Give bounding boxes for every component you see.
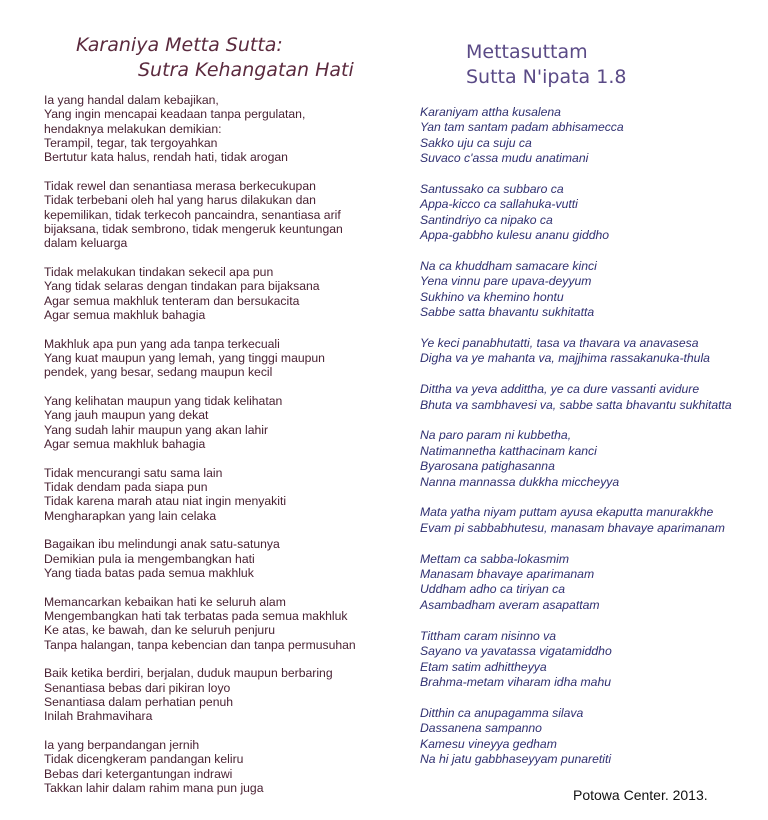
pali-verse-line: Natimannetha katthacinam kanci — [420, 443, 597, 458]
pali-verse-line: Sukhino va khemino hontu — [420, 289, 564, 304]
indonesian-verse-line: bijaksana, tidak sembrono, tidak mengeruk keuntungan — [44, 222, 343, 237]
indonesian-verse-line: Bertutur kata halus, rendah hati, tidak arogan — [44, 150, 288, 165]
indonesian-verse-line: Tidak dendam pada siapa pun — [44, 480, 208, 495]
pali-verse-line: Mettam ca sabba-lokasmim — [420, 551, 570, 566]
pali-verse-line: Na ca khuddham samacare kinci — [420, 259, 597, 274]
pali-stanza — [420, 336, 760, 367]
pali-text-column — [420, 105, 760, 783]
indonesian-verse-line: Mengharapkan yang lain celaka — [44, 508, 217, 523]
indonesian-verse-line: Tanpa halangan, tanpa kebencian dan tanpa permusuhan — [44, 637, 356, 652]
pali-stanza — [420, 428, 760, 490]
indonesian-translation-column — [44, 93, 384, 810]
indonesian-stanza — [44, 537, 384, 580]
pali-verse-line: Dassanena sampanno — [420, 721, 542, 736]
indonesian-stanza — [44, 666, 384, 723]
indonesian-verse-line: dalam keluarga — [44, 236, 128, 251]
pali-stanza — [420, 552, 760, 614]
pali-verse-line: Santussako ca subbaro ca — [420, 182, 564, 197]
indonesian-stanza — [44, 179, 384, 251]
pali-verse-line: Nanna mannassa dukkha miccheyya — [420, 474, 620, 489]
indonesian-verse-line: Terampil, tegar, tak tergoyahkan — [44, 136, 218, 151]
pali-verse-line: Appa-kicco ca sallahuka-vutti — [420, 197, 578, 212]
pali-verse-line: Yan tam santam padam abhisamecca — [420, 120, 624, 135]
indonesian-verse-line: Baik ketika berdiri, berjalan, duduk maupun berbaring — [44, 666, 333, 681]
indonesian-verse-line: Makhluk apa pun yang ada tanpa terkecuali — [44, 336, 280, 351]
indonesian-stanza — [44, 265, 384, 322]
pali-verse-line: Asambadham averam asapattam — [420, 597, 600, 612]
indonesian-verse-line: Ke atas, ke bawah, dan ke seluruh penjuru — [44, 623, 276, 638]
pali-verse-line: Karaniyam attha kusalena — [420, 105, 561, 119]
indonesian-verse-line: Tidak karena marah atau niat ingin menyakiti — [44, 494, 287, 509]
pali-verse-line: Appa-gabbho kulesu ananu giddho — [420, 228, 610, 243]
pali-verse-line: Na paro param ni kubbetha, — [420, 428, 572, 443]
pali-verse-line: Ye keci panabhutatti, tasa va thavara va anavasesa — [420, 336, 699, 351]
indonesian-stanza — [44, 738, 384, 795]
pali-verse-line: Byarosana patighasanna — [420, 459, 555, 474]
right-title-line-2: Sutta N'ipata 1.8 — [466, 66, 627, 88]
indonesian-verse-line: Yang kuat maupun yang lemah, yang tinggi maupun — [44, 351, 325, 366]
indonesian-verse-line: Ia yang handal dalam kebajikan, — [44, 93, 219, 107]
pali-stanza — [420, 259, 760, 321]
indonesian-stanza — [44, 93, 384, 165]
indonesian-verse-line: Inilah Brahmavihara — [44, 709, 153, 724]
pali-verse-line: Evam pi sabbabhutesu, manasam bhavaye aparimanam — [420, 520, 725, 535]
right-title-line-1: Mettasuttam — [466, 41, 588, 63]
left-title-line-1: Karaniya Metta Sutta: — [76, 34, 283, 56]
pali-verse-line: Ditthin ca anupagamma silava — [420, 705, 584, 720]
pali-verse-line: Sabbe satta bhavantu sukhitatta — [420, 305, 595, 320]
indonesian-verse-line: Agar semua makhluk bahagia — [44, 308, 206, 323]
pali-verse-line: Etam satim adhittheyya — [420, 659, 547, 674]
indonesian-verse-line: Tidak rewel dan senantiasa merasa berkecukupan — [44, 179, 316, 194]
pali-verse-line: Yena vinnu pare upava-deyyum — [420, 274, 592, 289]
pali-stanza — [420, 382, 760, 413]
indonesian-verse-line: pendek, yang besar, sedang maupun kecil — [44, 365, 273, 380]
pali-verse-line: Kamesu vineyya gedham — [420, 736, 557, 751]
pali-verse-line: Bhuta va sambhavesi va, sabbe satta bhavantu sukhitatta — [420, 397, 732, 412]
indonesian-verse-line: hendaknya melakukan demikian: — [44, 121, 222, 136]
indonesian-verse-line: Tidak dicengkeram pandangan keliru — [44, 752, 244, 767]
indonesian-verse-line: Takkan lahir dalam rahim mana pun juga — [44, 781, 264, 796]
indonesian-verse-line: kepemilikan, tidak terkecoh pancaindra, senantiasa arif — [44, 207, 341, 222]
pali-verse-line: Suvaco c'assa mudu anatimani — [420, 151, 589, 166]
indonesian-verse-line: Demikian pula ia mengembangkan hati — [44, 551, 255, 566]
pali-verse-line: Digha va ye mahanta va, majjhima rassakanuka-thula — [420, 351, 710, 366]
pali-verse-line: Uddham adho ca tiriyan ca — [420, 582, 565, 597]
pali-verse-line: Manasam bhavaye aparimanam — [420, 567, 595, 582]
left-title-line-2: Sutra Kehangatan Hati — [138, 59, 354, 81]
indonesian-verse-line: Ia yang berpandangan jernih — [44, 738, 200, 753]
pali-verse-line: Sakko uju ca suju ca — [420, 135, 532, 150]
pali-verse-line: Na hi jatu gabbhaseyyam punaretiti — [420, 751, 612, 766]
indonesian-verse-line: Agar semua makhluk bahagia — [44, 437, 206, 452]
indonesian-stanza — [44, 466, 384, 523]
pali-stanza — [420, 629, 760, 691]
indonesian-stanza — [44, 394, 384, 451]
indonesian-verse-line: Bagaikan ibu melindungi anak satu-satunya — [44, 537, 280, 552]
pali-stanza — [420, 105, 760, 167]
pali-stanza — [420, 706, 760, 768]
pali-verse-line: Brahma-metam viharam idha mahu — [420, 674, 612, 689]
indonesian-verse-line: Agar semua makhluk tenteram dan bersukacita — [44, 293, 300, 308]
pali-stanza — [420, 182, 760, 244]
indonesian-verse-line: Yang tiada batas pada semua makhluk — [44, 566, 254, 581]
indonesian-stanza — [44, 595, 384, 652]
indonesian-verse-line: Memancarkan kebaikan hati ke seluruh alam — [44, 594, 286, 609]
pali-verse-line: Sayano va yavatassa vigatamiddho — [420, 644, 612, 659]
indonesian-verse-line: Tidak melakukan tindakan sekecil apa pun — [44, 265, 274, 280]
footer-credit: Potowa Center. 2013. — [573, 787, 708, 803]
indonesian-verse-line: Yang tidak selaras dengan tindakan para bijaksana — [44, 279, 320, 294]
indonesian-verse-line: Tidak mencurangi satu sama lain — [44, 465, 223, 480]
pali-verse-line: Tittham caram nisinno va — [420, 628, 557, 643]
indonesian-verse-line: Senantiasa bebas dari pikiran loyo — [44, 680, 231, 695]
indonesian-verse-line: Mengembangkan hati tak terbatas pada semua makhluk — [44, 609, 348, 624]
indonesian-verse-line: Yang ingin mencapai keadaan tanpa pergulatan, — [44, 107, 306, 122]
pali-verse-line: Santindriyo ca nipako ca — [420, 212, 553, 227]
indonesian-verse-line: Yang sudah lahir maupun yang akan lahir — [44, 422, 269, 437]
pali-verse-line: Mata yatha niyam puttam ayusa ekaputta manurakkhe — [420, 505, 714, 520]
indonesian-verse-line: Yang kelihatan maupun yang tidak kelihatan — [44, 394, 283, 409]
indonesian-verse-line: Tidak terbebani oleh hal yang harus dilakukan dan — [44, 193, 316, 208]
indonesian-stanza — [44, 337, 384, 380]
indonesian-verse-line: Bebas dari ketergantungan indrawi — [44, 766, 233, 781]
indonesian-verse-line: Yang jauh maupun yang dekat — [44, 408, 209, 423]
pali-stanza — [420, 505, 760, 536]
pali-verse-line: Dittha va yeva addittha, ye ca dure vassanti avidure — [420, 382, 700, 397]
indonesian-verse-line: Senantiasa dalam perhatian penuh — [44, 695, 234, 710]
